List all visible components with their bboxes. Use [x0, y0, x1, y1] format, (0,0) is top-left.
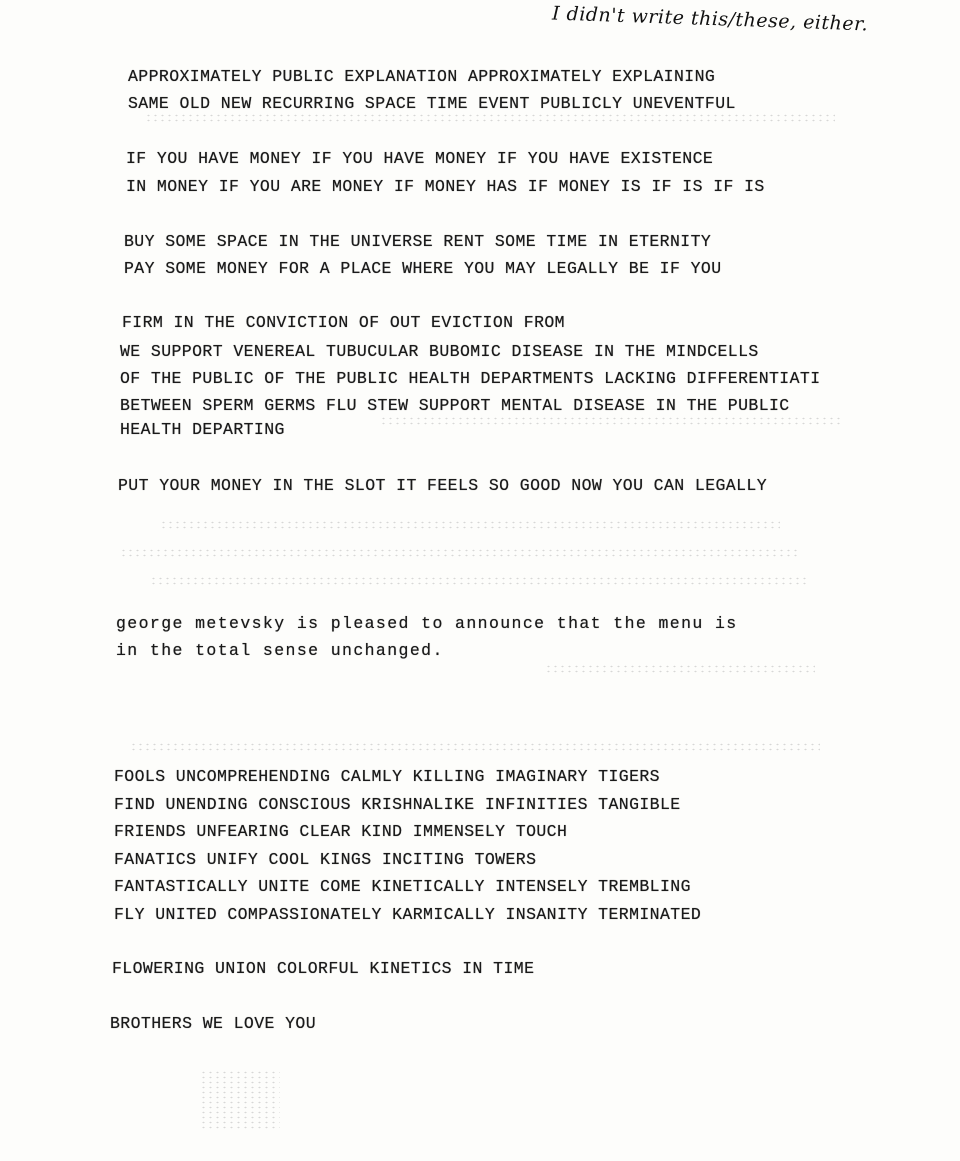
- text-line: in the total sense unchanged.: [116, 641, 444, 660]
- bleed-through-mark: [130, 742, 820, 752]
- text-line: FIRM IN THE CONVICTION OF OUT EVICTION FROM: [122, 313, 565, 332]
- text-line: IF YOU HAVE MONEY IF YOU HAVE MONEY IF YOU HAVE EXISTENCE: [126, 149, 714, 168]
- text-line: WE SUPPORT VENEREAL TUBUCULAR BUBOMIC DISEASE IN THE MINDCELLS: [120, 342, 759, 361]
- text-line: IN MONEY IF YOU ARE MONEY IF MONEY HAS IF MONEY IS IF IS IF IS: [126, 177, 765, 196]
- bleed-through-mark: [200, 1070, 280, 1130]
- text-line: BUY SOME SPACE IN THE UNIVERSE RENT SOME TIME IN ETERNITY: [124, 232, 712, 251]
- text-line: FRIENDS UNFEARING CLEAR KIND IMMENSELY TOUCH: [114, 822, 568, 841]
- text-line: BROTHERS WE LOVE YOU: [110, 1014, 317, 1033]
- text-line: SAME OLD NEW RECURRING SPACE TIME EVENT PUBLICLY UNEVENTFUL: [128, 94, 736, 113]
- text-line: FIND UNENDING CONSCIOUS KRISHNALIKE INFINITIES TANGIBLE: [114, 795, 681, 814]
- text-line: PUT YOUR MONEY IN THE SLOT IT FEELS SO GOOD NOW YOU CAN LEGALLY: [118, 476, 768, 495]
- text-line: george metevsky is pleased to announce that the menu is: [116, 614, 738, 633]
- text-line: BETWEEN SPERM GERMS FLU STEW SUPPORT MENTAL DISEASE IN THE PUBLIC: [120, 396, 790, 415]
- text-line: FANATICS UNIFY COOL KINGS INCITING TOWERS: [114, 850, 537, 869]
- bleed-through-mark: [145, 113, 835, 123]
- bleed-through-mark: [120, 548, 800, 558]
- bleed-through-mark: [150, 576, 810, 586]
- text-line: PAY SOME MONEY FOR A PLACE WHERE YOU MAY LEGALLY BE IF YOU: [124, 259, 722, 278]
- text-line: HEALTH DEPARTING: [120, 420, 285, 439]
- handwritten-annotation: I didn't write this/these, either.: [551, 2, 869, 36]
- text-line: FANTASTICALLY UNITE COME KINETICALLY INTENSELY TREMBLING: [114, 877, 691, 896]
- text-line: FLY UNITED COMPASSIONATELY KARMICALLY INSANITY TERMINATED: [114, 905, 702, 924]
- bleed-through-mark: [380, 416, 840, 426]
- text-line: FOOLS UNCOMPREHENDING CALMLY KILLING IMAGINARY TIGERS: [114, 767, 660, 786]
- text-line: FLOWERING UNION COLORFUL KINETICS IN TIME: [112, 959, 535, 978]
- text-line: APPROXIMATELY PUBLIC EXPLANATION APPROXIMATELY EXPLAINING: [128, 67, 716, 86]
- bleed-through-mark: [160, 520, 780, 530]
- bleed-through-mark: [545, 664, 815, 674]
- text-line: OF THE PUBLIC OF THE PUBLIC HEALTH DEPARTMENTS LACKING DIFFERENTIATI: [120, 369, 821, 388]
